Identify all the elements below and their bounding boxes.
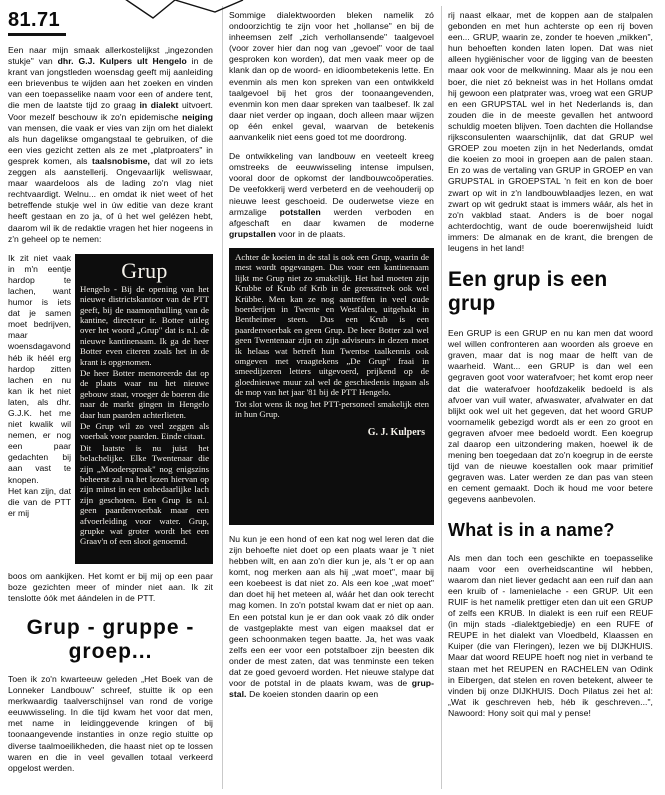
mid-p2-text-c: voor in de plaats. [275, 228, 346, 239]
intro-bold-author: dhr. G.J. Kulpers ult Hengelo [57, 56, 187, 67]
intro-bold-taalsnobisme: taalsnobisme, [92, 155, 150, 166]
mid-p3-text-end: De koeien stonden daarin op een [246, 689, 379, 700]
column-right [448, 0, 653, 795]
letter-para-3: De Grup wil zo veel zeggen als voerbak voor paarden. Einde citaat. [80, 420, 209, 442]
column-divider-2 [441, 6, 442, 789]
mid-p3-text: Nu kun je een hond of een kat nog wel leren dat die zijn behoefte niet doet op een plaats waar je 't niet hebben wilt, en aan zo'n dier kun je, als 't er op aan komt, nog merken aan als hij „wat moet", maar bij een koebeest is dat niet zo. Als een koe „wat moet" dan doet hij het meteen al, wáár het dan ook terecht mag komen. In zo'n potstal kwam dat er niet op aan. En een potstal kun je er dan ook vaak zó dik onder de vastgeplakte mest van eigen maaksel dat er geen schoonmaken tegen baatte. Ja, het was vaak zelfs een eer voor een potstalboer zijn beesten dik onder de mest zaten, dat was tenminste een teken dat ze goed gevoerd worden. Het nieuwe stalype dat voor de potstal in de plaats kwam, was de [229, 533, 434, 689]
intro-text-4: van mensen, die vaak er vies van zijn om het dialekt als hun dagelikse omgangstaal te gebruiken, of die een vies gezicht zetten als ze met „platproaters" in gesprek komen, als [8, 122, 213, 166]
letter-signature: G. J. Kulpers [367, 427, 425, 439]
mid-p2-text-a: De ontwikkeling van landbouw en veeteelt kreeg omstreeks de eeuwwisseling intense impulsen, vooral door de opkomst der landbouwcoöperaties. De veefokkerij werd verbeterd en de veehouderij op nieuwe leest geschoeid. De ouderwetse vieze en armzalige [229, 151, 434, 217]
mid-p2-bold-potstallen: potstallen [279, 206, 321, 217]
column-left [8, 0, 213, 795]
left-lonneker-paragraph: Toen ik zo'n kwarteeuw geleden „Het Boek van de Lonneker Landbouw" schreef, stuitte ik op een merkwaardig taalverschijnsel van rond de vorige eeuwwisseling. In die tijd kwam het voor dat men, met name in leidinggevende kringen of bij toonaangevende instanties in onze regio stuitte op diverse taalmoeilikheden, die haast niet op te lossen waren en die in veel gevallen totaal verkeerd opgelost werden. [8, 673, 213, 773]
column-middle [229, 0, 434, 795]
left-after-box-paragraph: boos om aankijken. Het komt er bij mij op een paar boze gezichten meer of minder niet aan. Ik zit tenslotte óók met áándelen in de PTT. [8, 570, 213, 603]
left-narrow-and-box-wrap [8, 253, 213, 568]
heading-een-grup-is-een-grup: Een grup is een grup [448, 268, 608, 316]
issue-number: 81.71 [8, 9, 61, 31]
left-narrow-paragraph [8, 253, 71, 519]
right-paragraph-2: Een GRUP is een GRUP en nu kan men dat woord wel willen confronteren aan woorden als groeve en graven, maar dat is nog maar de helft van de waarheid. Want... een GRUP is dan wel een gegraven goot voor waterafvoer; het komt erop neer dat die waterafvoer hoofdzakelik bedoeld is als afvoer van vuil water, afwaswater, afvalwater en dat blijkt ook wel uit het gegeven, dat het woord GRUP voornamelik gebezigd wordt als er een zo groot en gegraven afvoer mee bedoeld wordt. Een koegrup zal daarop een uitzondering maken, hoewel ik de mening ben toegedaan dat zo'n koegrup in de eerste tijd van de nieuwe koestallen ook maar primitief gegraven was. Later werden ze dan pas van steen en cement gemaakt. Doch ik houd me voor betere gegevens aanbevolen. [448, 328, 653, 505]
letter-kicker-title: Grup [121, 257, 168, 283]
mid-p2-text-b: werden verboden en afgeschaft en daar kwamen de moderne [229, 206, 435, 228]
letter-para-2: De heer Botter memoreerde dat op de plaats waar nu het nieuwe gebouw staat, vroeger de boeren die naar de markt gingen in Hengelo daar hun paarden achterlieten. [80, 367, 209, 420]
mid-paragraph-1: Sommige dialektwoorden bleken namelik zó ondoorzichtig te zijn voor het „hollanse" en bij de inheemsen zelf „zich verhollansende" taalgevoel (voor zover hier dan nog van „gevoel" voor de taal gesproken kon worden), dat men vaak meer op de klank dan op de woord- en idioombetekenis lette. En evenmin als men kon spreken van een ontwikkeld taalgevoel bij het gros der toonaangevenden, evenmin kon men daar spreken van taalbesef. Ik zal daar niet verder op ingaan, doch alleen maar wijzen op één enkel geval, waarvan de betekenis aanvankelik niet eens goed tot me doordrong. [229, 10, 434, 143]
intro-text-1: Een naar mijn smaak allerkostelijkst „ingezonden stukje" van [8, 45, 213, 67]
narrow-text-het: Het [8, 485, 22, 496]
letter-para-1: Hengelo - Bij de opening van het nieuwe districtskantoor van de PTT geeft, bij de naamonthulling van de kantine, directeur ir. Botter uitleg over het woord „Grup" dat is n.l. de nieuwe kantinenaam. Ik ga de heer Botter even citeren zoals het in de krant is opgenomen. [80, 283, 209, 367]
letter-para-6: Tot slot wens ik nog het PTT-personeel smakelijk eten in hun Grup. [235, 398, 429, 419]
column-divider-1 [222, 6, 223, 789]
right-paragraph-1: rij naast elkaar, met de koppen aan de stalpalen gebonden en met hun achterste op een rij boven een... GRUP, waarin ze, zonder te hoeven „mikken", hun behoeften konden laten lopen. Dat was niet alleen hygiënischer voor de ligging van de beesten maar ook voor de melkwinning. Maar als je nou een boer, die niet zó bekneist was in het Hollans omdat hij gewoon een platprater was, vroeg wat een GRUP en een GRUPSTAL wel in het Nederlands is, dan zouden die in de meeste gevallen het antwoord schuldig moeten blijven. Toen dachten die Hollandse rijksconsulenten waarschijnlik, dat dat GRUP wel GROEP zou moeten zijn in het Nederlands, omdat die koeien zo mooi in groepen aan de palen staan. En zo was de vertaling van GRUP in GROEP en van GRUPSTAL in GROEPSTAL 'n feit en kon de boer zwart op wit in z'n landbouwblaadjes lezen, en wat zwart op wit gedrukt staat is immers wáár, als het in zo'n vakblad staat. Anders is de boer nogal achterdochtig, want de oude boerenwijsheid luidt immers: De almanak en de krant, die brengen de leugens in het land! [448, 10, 653, 253]
mid-paragraph-3 [229, 534, 434, 700]
mid-paragraph-2 [229, 151, 434, 240]
letter-para-4: Dit laatste is nu juist het belachelijke. Elke Twentenaar die zijn „Moodersproak" nog enigszins beheerst zal na het lezen hiervan op zijn minst in een onbedaarlijke lach zijn geschoten. Een Grup is n.l. geen paardenvoerbak maar een afvoerleiding voor water. Grup, grupke wat groter wordt het een Graav'n of een sloot genoemd. [80, 442, 209, 547]
letter-para-5: Achter de koeien in de stal is ook een Grup, waarin de mest wordt opgevangen. Dus voor een kantinenaam lijkt me Grup niet zo smakelijk. Het had moeten zijn Krubbe of Krub of Krib in de grensstreek ook wel Krübbe. Men kan ze nog aantreffen in veel oude boerderijen in Twente en Westfalen, uitgehakt in Bentheimer steen. Dus een Krub is een paardenvoerbak en geen Grup. De heer Botter zal wel geen Twentenaar zijn en zijn adviseurs in dezen moet ik helaas wat betreft hun Twentse taalkennis ook omgeven met vraagtekens „De Grup" fraai in smeedijzeren letters uitgevoerd, prijkend op de gloednieuwe muur zal wel de geschiedenis ingaan als de mop van het jaar '81 bij de PTT Hengelo. [235, 251, 429, 398]
mid-p2-bold-grupstallen: grupstallen [229, 228, 276, 239]
intro-bold-neiging: neiging [182, 111, 213, 122]
narrow-text-tail: kan zijn, dat die van de PTT er mij [8, 485, 71, 518]
invert-block-middle [229, 248, 434, 525]
heading-what-is-in-a-name: What is in a name? [448, 519, 615, 540]
reprinted-letter-box-left-part [75, 254, 213, 564]
mid-p3-bold-grupstal: grup-stal. [229, 678, 434, 700]
intro-text-5: dat wil zo iets zeggen als aanstellerij. Ongevaarlijk weliswaar, maar waardeloos als de lading zo'n vlag niet rechtvaardigt. Welnu... en omdat ik niet weet of het betreffende stukje wel in úw editie van deze krant heeft gestaan en zo ja, of ú het wel gelézen hebt, daarom wil ik de redaktie vragen het hier nogeens in z'n geheel op te nemen: [8, 155, 213, 244]
heading-grup-gruppe-groep: Grup - gruppe - groep... [26, 615, 195, 663]
intro-bold-dialekt: in dialekt [139, 100, 179, 111]
right-paragraph-3: Als men dan toch een geschikte en toepasselike naam voor een overheidscantine wil hebben, waarom dan niet liever gedacht aan een ruif dan aan een kruib of - lamenielache - een GRUP. Uit een RUIF is het namelik prettiger eten dan uit een GRUP of zelfs een KRUB. In dialekt is een ruif een REUF (in mijn stads -dialektgebiedje) en een RUFE of REUPE in het dialekt van Vloedbeld, Klaassen en Kuiper (die van Fleringen), lezen we bij DIJKHUIS. Maar dat woord REUPE hoeft nog niet in verband te staan met het REUPEN en RACHELEN van Odink in Eibergen, dat stelen en roven betekent, alweer te vinden bij onze DIJKHUIS. Doch Pilatus zei het al: „Wat ik geschreven heb, héb ik geschreven...", Nawoord: Hony soit qui mal y pense! [448, 552, 654, 718]
narrow-text-main: Ik zit niet vaak in m'n eentje hardop te lachen, want humor is iets dat je samen moet bedrijven, maar woensdagavond héb ik héél erg hardop zitten lachen en nu kan ik het niet laten, als dhr. G.J.K. het me niet kwalik wil nemen, er nog een paar gedachten bij aan vast te knopen. [8, 252, 71, 485]
issue-underline [8, 33, 66, 36]
invert-block-left [75, 254, 213, 564]
intro-text-3: uitvoert. Voor mezelf beschouw ik zo'n epidemische [8, 100, 213, 122]
intro-text-2: in de krant van jongstleden woensdag geeft mij aanleiding een brievenbus te wijden aan het zoeken en vinden van een toepasselike naam voor een of andere tent, die men de laatste tijd zo graag [8, 56, 213, 111]
left-intro-paragraph [8, 45, 213, 245]
